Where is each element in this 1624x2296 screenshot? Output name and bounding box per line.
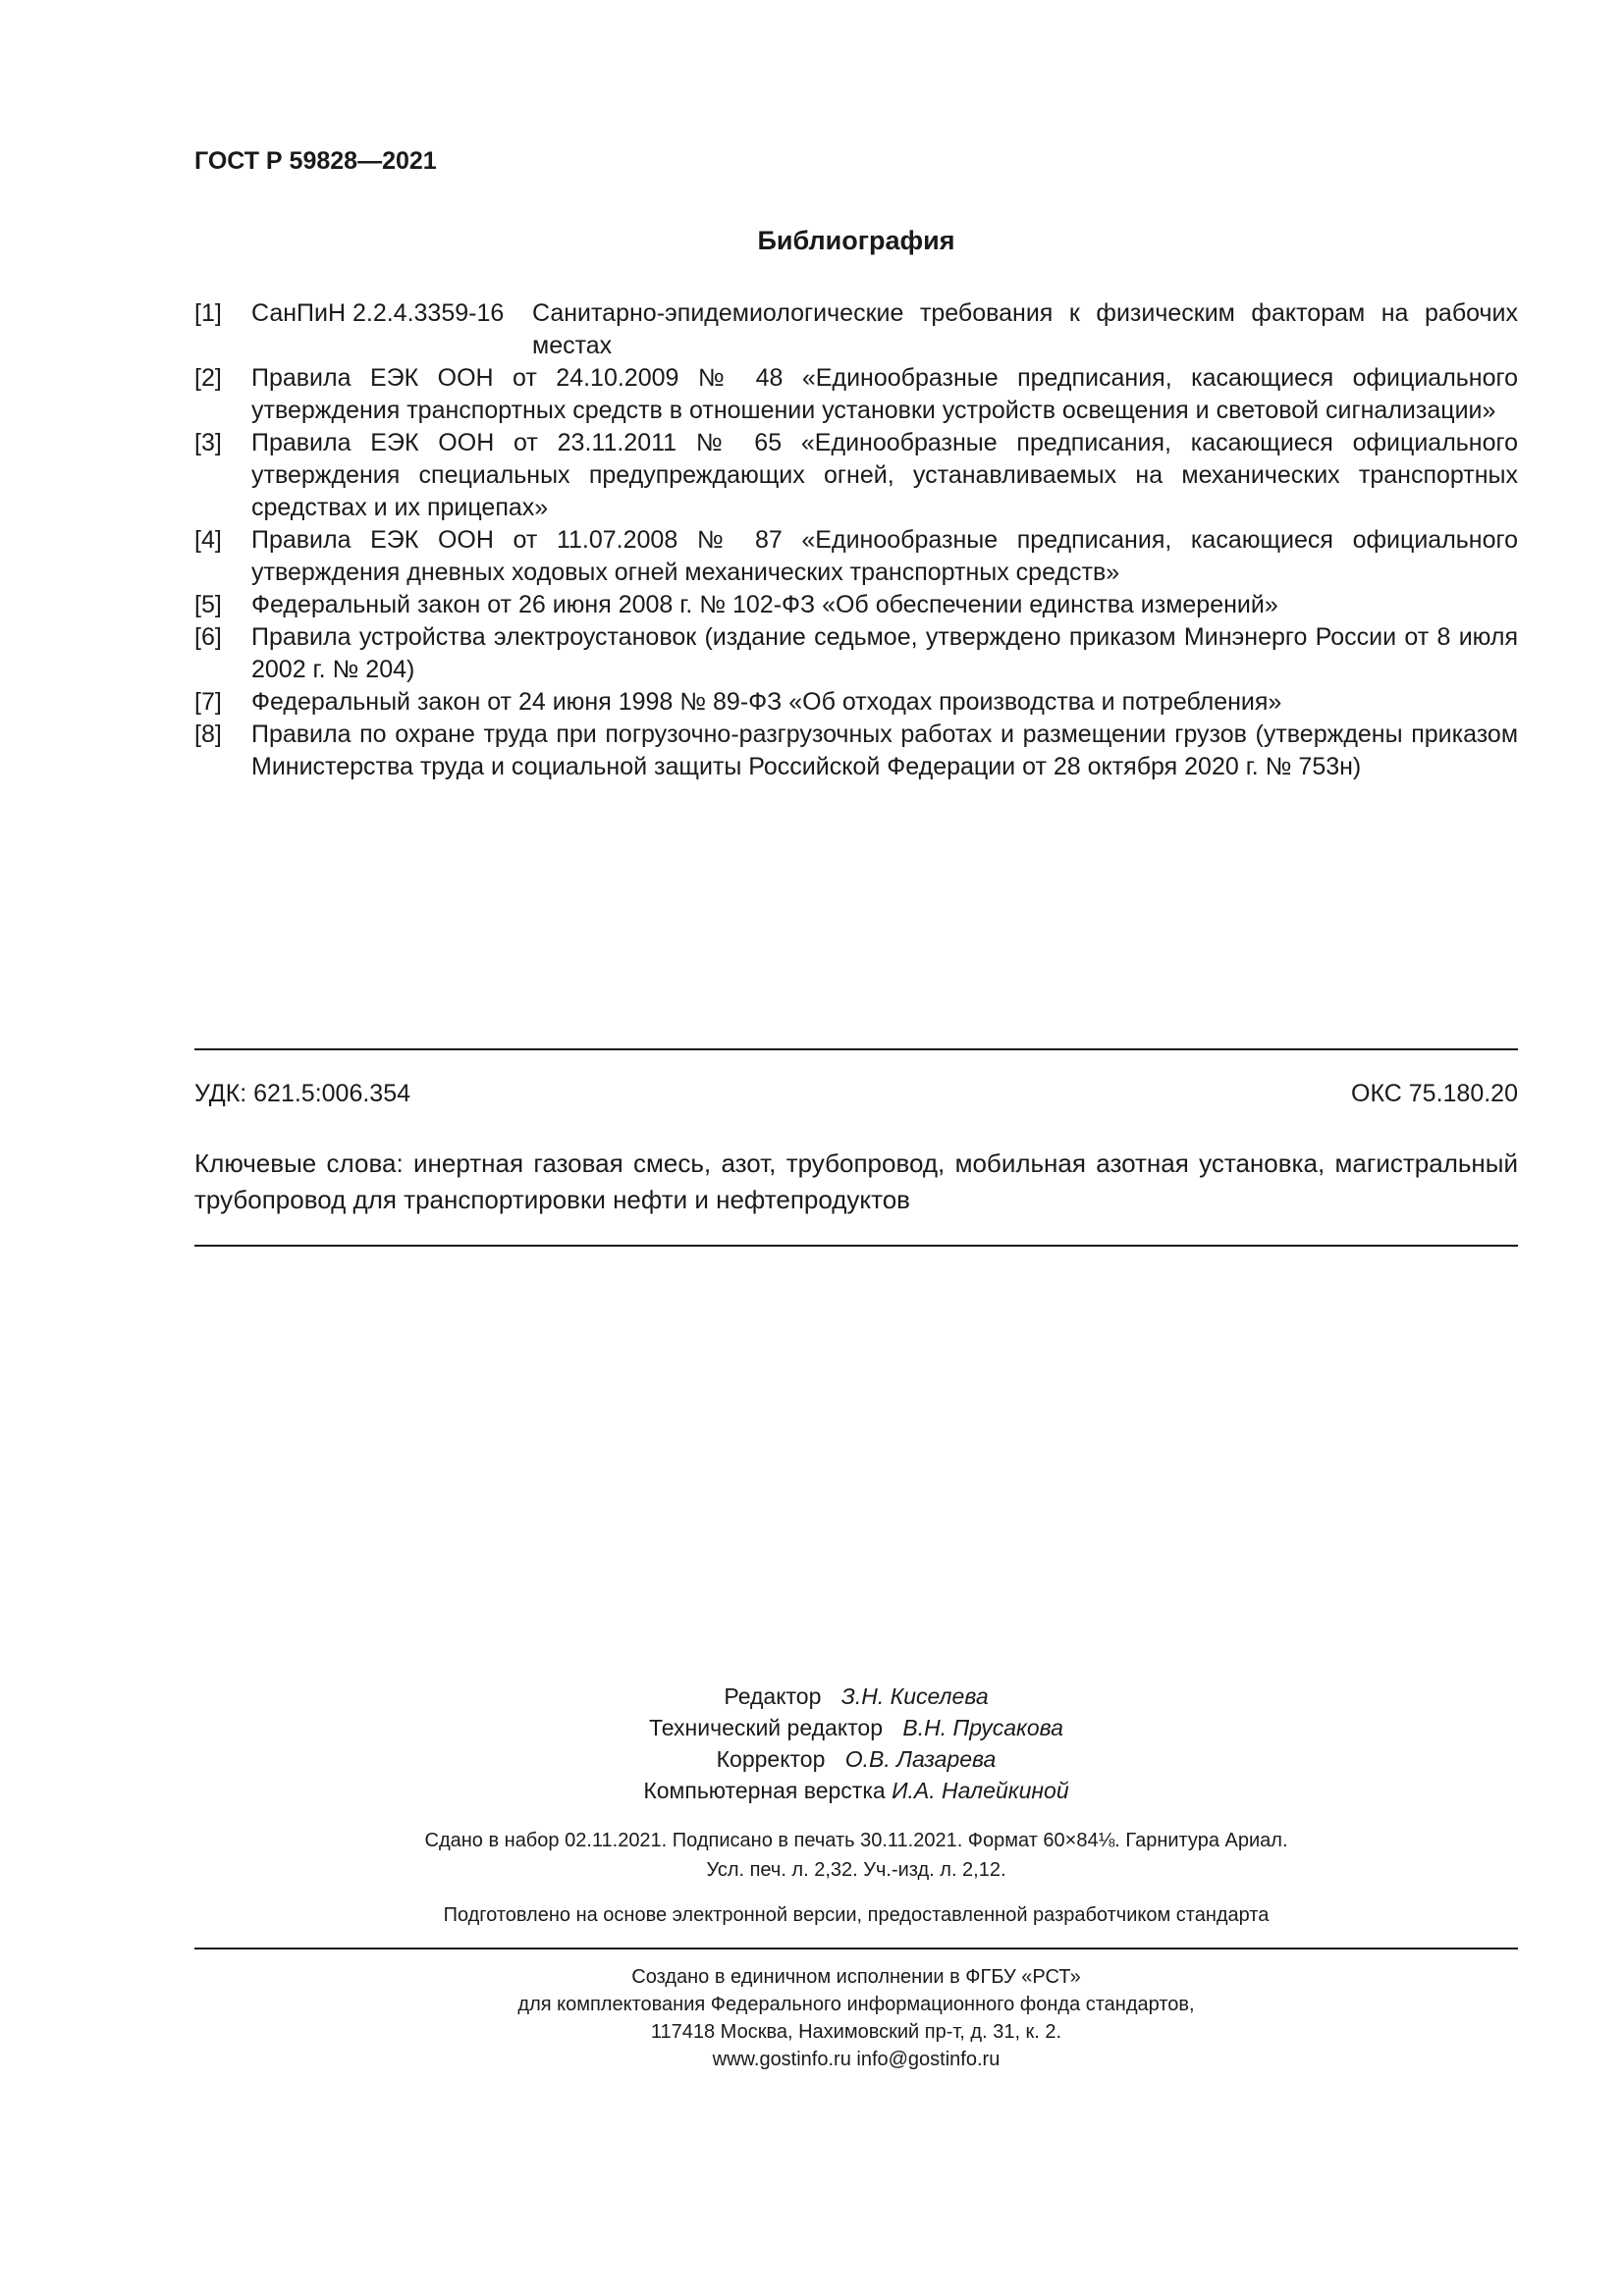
bibliography-item-number: [1] <box>194 299 222 327</box>
bibliography-item-text: Федеральный закон от 24 июня 1998 № 89-ФЗ «Об отходах производства и потребления» <box>251 688 1282 716</box>
tech-editor-name: В.Н. Прусакова <box>902 1715 1063 1740</box>
bibliography-item-number: [2] <box>194 364 222 392</box>
credits-block <box>194 1681 1518 1806</box>
publisher-line: Создано в единичном исполнении в ФГБУ «РСТ» <box>631 1966 1081 1988</box>
tech-editor-label: Технический редактор <box>649 1715 884 1740</box>
bibliography-item-text: Правила ЕЭК ООН от 11.07.2008 № 87 «Единообразные предписания, касающиеся официального утверждения дневных ходовых огней механических транспортных средств» <box>251 526 1518 586</box>
tech-editor-line <box>194 1712 1518 1743</box>
document-code: ГОСТ Р 59828—2021 <box>194 147 437 175</box>
bibliography-item <box>194 524 1518 589</box>
divider-top <box>194 1048 1518 1050</box>
bibliography-item-text: Правила устройства электроустановок (издание седьмое, утверждено приказом Минэнерго России от 8 июля 2002 г. № 204) <box>251 623 1518 683</box>
bibliography-item-text: Федеральный закон от 26 июня 2008 г. № 102-ФЗ «Об обеспечении единства измерений» <box>251 591 1278 618</box>
bibliography-item-text: Правила по охране труда при погрузочно-разгрузочных работах и размещении грузов (утверждены приказом Министерства труда и социальной защиты Российской Федерации от 28 октября 2020 г. № 753н) <box>251 721 1518 780</box>
layout-label: Компьютерная верстка <box>643 1778 886 1803</box>
editor-label: Редактор <box>724 1683 822 1709</box>
bibliography-item-text: Правила ЕЭК ООН от 24.10.2009 № 48 «Единообразные предписания, касающиеся официального утверждения транспортных средств в отношении установки устройств освещения и световой сигнализации» <box>251 364 1518 424</box>
corrector-name: О.В. Лазарева <box>844 1746 997 1772</box>
divider-publisher <box>194 1948 1518 1949</box>
corrector-line <box>194 1743 1518 1775</box>
keywords: Ключевые слова: инертная газовая смесь, азот, трубопровод, мобильная азотная установка, магистральный трубопровод для транспортировки нефти и нефтепродуктов <box>194 1148 1518 1214</box>
bibliography-item-number: [3] <box>194 429 222 456</box>
bibliography-list <box>194 297 1518 783</box>
imprint-line: Сдано в набор 02.11.2021. Подписано в печать 30.11.2021. Формат 60×84⅛. Гарнитура Ариал. <box>424 1830 1288 1851</box>
bibliography-item-number: [6] <box>194 623 222 651</box>
publisher-block <box>194 1963 1518 2073</box>
bibliography-item <box>194 686 1518 719</box>
bibliography-item-number: [4] <box>194 526 222 554</box>
bibliography-item-code: СанПиН 2.2.4.3359-16 <box>251 299 505 327</box>
bibliography-item <box>194 621 1518 686</box>
bibliography-item <box>194 589 1518 621</box>
bibliography-item <box>194 362 1518 427</box>
classification-row <box>194 1080 1518 1108</box>
bibliography-item-text: Правила ЕЭК ООН от 23.11.2011 № 65 «Единообразные предписания, касающиеся официального утверждения специальных предупреждающих огней, устанавливаемых на механических транспортных средствах и их прицепах» <box>251 429 1518 521</box>
publisher-line: для комплектования Федерального информационного фонда стандартов, <box>517 1994 1195 2015</box>
bibliography-item-number: [7] <box>194 688 222 716</box>
imprint-line: Усл. печ. л. 2,32. Уч.-изд. л. 2,12. <box>706 1859 1006 1881</box>
bibliography-item <box>194 427 1518 524</box>
bibliography-title: Библиография <box>757 226 955 255</box>
divider-bottom <box>194 1245 1518 1247</box>
layout-name: И.А. Налейкиной <box>892 1778 1069 1803</box>
bibliography-item-number: [8] <box>194 721 222 748</box>
oks-code: ОКС 75.180.20 <box>1351 1080 1518 1107</box>
bibliography-item <box>194 719 1518 783</box>
udk-code: УДК: 621.5:006.354 <box>194 1080 411 1107</box>
imprint-block <box>194 1826 1518 1885</box>
bibliography-item-number: [5] <box>194 591 222 618</box>
layout-line <box>194 1775 1518 1806</box>
bibliography-item-text: Санитарно-эпидемиологические требования к физическим факторам на рабочих местах <box>532 299 1518 359</box>
corrector-label: Корректор <box>716 1746 826 1772</box>
editor-line <box>194 1681 1518 1712</box>
prepared-note: Подготовлено на основе электронной версии, предоставленной разработчиком стандарта <box>443 1904 1270 1926</box>
publisher-contacts: www.gostinfo.ru info@gostinfo.ru <box>712 2049 1001 2070</box>
editor-name: З.Н. Киселева <box>840 1683 989 1709</box>
publisher-line: 117418 Москва, Нахимовский пр-т, д. 31, к. 2. <box>650 2021 1062 2043</box>
bibliography-item <box>194 297 1518 362</box>
